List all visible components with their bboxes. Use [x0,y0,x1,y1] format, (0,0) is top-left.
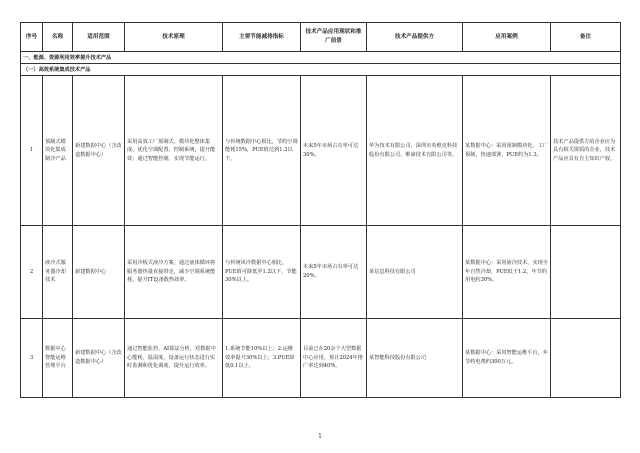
principle: 采用高效工厂预制式、模块化整体集成，优化空调配置、控制系统，提升能效；通过智能控制，实现节能运行。 [125,76,223,226]
principle: 通过智能监控、AI算法分析，对数据中心能耗、温湿度、设备运行状态进行实时监测和优化调度，提升运行效率。 [125,319,223,398]
header-cell: 技术原理 [125,23,223,52]
note [551,319,621,398]
header-cell: 技术产品应用现状和推广前景 [301,23,367,52]
page-number: 1 [318,433,322,440]
row-number: 2 [21,226,43,319]
subsection-heading: （一）高效系统集成技术产品 [21,64,621,76]
principle: 采用冷板式液冷方案，通过液体循环将服务器热量直接带走，减少空调系统能耗，提升IT设备散热效率。 [125,226,223,319]
indicator: 1.系统节能10%以上；2.运维效率提升30%以上；3.PUE降低0.1以上。 [223,319,301,398]
prospect: 目前已在20余个大型数据中心应用，预计2024年推广率达到40%。 [301,319,367,398]
row-number: 1 [21,76,43,226]
row-number: 3 [21,319,43,398]
header-cell: 序号 [21,23,43,52]
table-row [21,226,621,319]
scope: 新建数据中心 [73,226,125,319]
table-row [21,76,621,226]
indicator: 与传统风冷数据中心相比，PUE值可降低至1.2以下，节能30%以上。 [223,226,301,319]
case: 某数据中心：采用液冷技术，实现全年自然冷却，PUE低于1.2，年节约用电约30%。 [463,226,551,319]
header-cell: 技术产品提供方 [367,23,463,52]
header-cell: 适用范围 [73,23,125,52]
header-cell: 备注 [551,23,621,52]
document-page [20,22,620,398]
subsection-row [21,64,621,76]
technology-catalog-table [20,22,621,398]
tech-name: 数据中心智能运维管理平台 [43,319,73,398]
header-cell: 名称 [43,23,73,52]
provider: 某智能科技股份有限公司 [367,319,463,398]
note: 技术产品提供方的企业应为具有相关资质的企业，技术产品应具有自主知识产权。 [551,76,621,226]
tech-name: 液冷式服务器冷却技术 [43,226,73,319]
header-cell: 主要节能减排指标 [223,23,301,52]
section-row [21,52,621,64]
prospect: 未来5年市场占有率可达30%。 [301,76,367,226]
section-heading: 一、能源、资源利用效率提升技术产品 [21,52,621,64]
provider: 华为技术有限公司、深圳市英维克科技股份有限公司、维谛技术有限公司等。 [367,76,463,226]
note [551,226,621,319]
indicator: 与传统数据中心相比，节约空调能耗15%，PUE值达到1.3以下。 [223,76,301,226]
table-header-row [21,23,621,52]
tech-name: 预制式模块化集成制冷产品 [43,76,73,226]
case: 某数据中心：采用智能运维平台，年节约电费约300万元。 [463,319,551,398]
case: 某数据中心：采用预制模块化、工厂预制，快速部署，PUE约为1.3。 [463,76,551,226]
scope: 新建数据中心（含改造数据中心） [73,319,125,398]
prospect: 未来5年市场占有率可达20%。 [301,226,367,319]
table-row [21,319,621,398]
provider: 某信息科技有限公司 [367,226,463,319]
header-cell: 应用案例 [463,23,551,52]
scope: 新建数据中心（含改造数据中心） [73,76,125,226]
